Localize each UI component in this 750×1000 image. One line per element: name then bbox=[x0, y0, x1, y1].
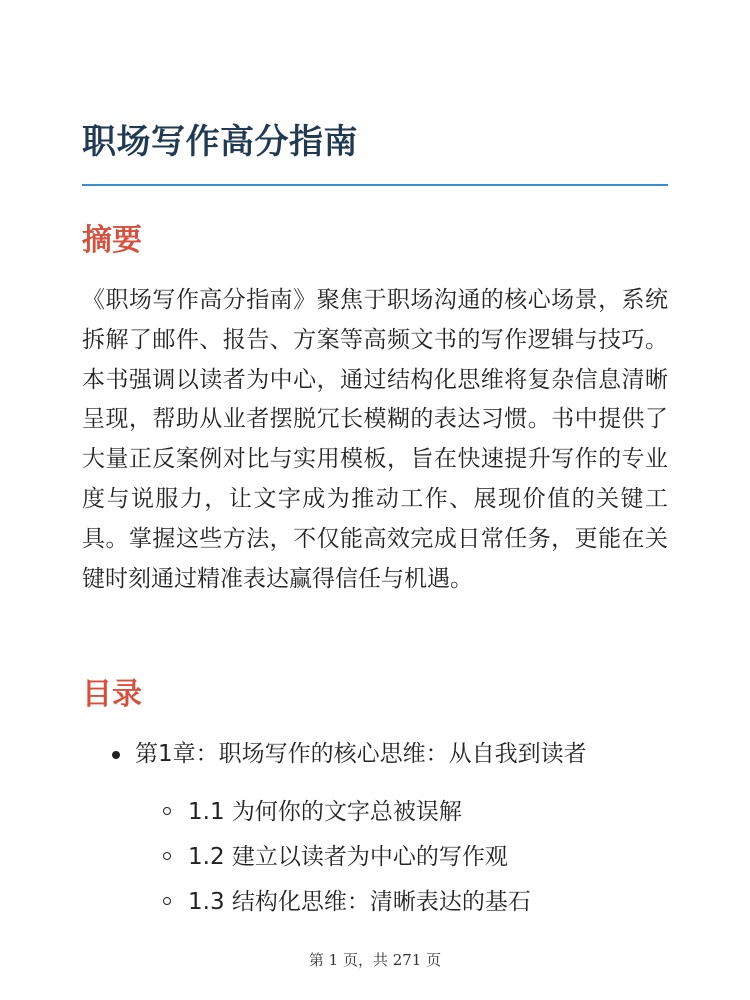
document-page bbox=[82, 0, 668, 1000]
hollow-bullet-icon bbox=[163, 897, 171, 905]
toc-section-list bbox=[135, 790, 668, 925]
toc-section-1-2 bbox=[82, 835, 668, 880]
toc-section-label: 1.1 为何你的文字总被误解 bbox=[188, 799, 462, 825]
page-number-footer: 第 1 页，共 271 页 bbox=[308, 951, 442, 969]
toc-list bbox=[82, 734, 668, 925]
toc-chapter-label: 第1章：职场写作的核心思维：从自我到读者 bbox=[135, 741, 587, 767]
toc-chapter-1 bbox=[82, 734, 668, 925]
filled-bullet-icon bbox=[112, 751, 120, 759]
toc-section-label: 1.2 建立以读者为中心的写作观 bbox=[188, 844, 508, 870]
toc-section-label: 1.3 结构化思维：清晰表达的基石 bbox=[188, 889, 531, 915]
toc-heading: 目录 bbox=[82, 677, 142, 712]
toc-section-1-3 bbox=[82, 880, 668, 925]
toc-section-1-1 bbox=[82, 790, 668, 835]
abstract-heading: 摘要 bbox=[82, 223, 142, 258]
hollow-bullet-icon bbox=[163, 852, 171, 860]
abstract-body: 《职场写作高分指南》聚焦于职场沟通的核心场景，系统拆解了邮件、报告、方案等高频文书的写作逻辑与技巧。本书强调以读者为中心，通过结构化思维将复杂信息清晰呈现，帮助从业者摆脱冗长模糊的表达习惯。书中提供了大量正反案例对比与实用模板，旨在快速提升写作的专业度与说服力，让文字成为推动工作、展现价值的关键工具。掌握这些方法，不仅能高效完成日常任务，更能在关键时刻通过精准表达赢得信任与机遇。 bbox=[82, 287, 668, 592]
title-divider bbox=[82, 184, 668, 186]
book-title: 职场写作高分指南 bbox=[82, 122, 358, 162]
hollow-bullet-icon bbox=[163, 807, 171, 815]
